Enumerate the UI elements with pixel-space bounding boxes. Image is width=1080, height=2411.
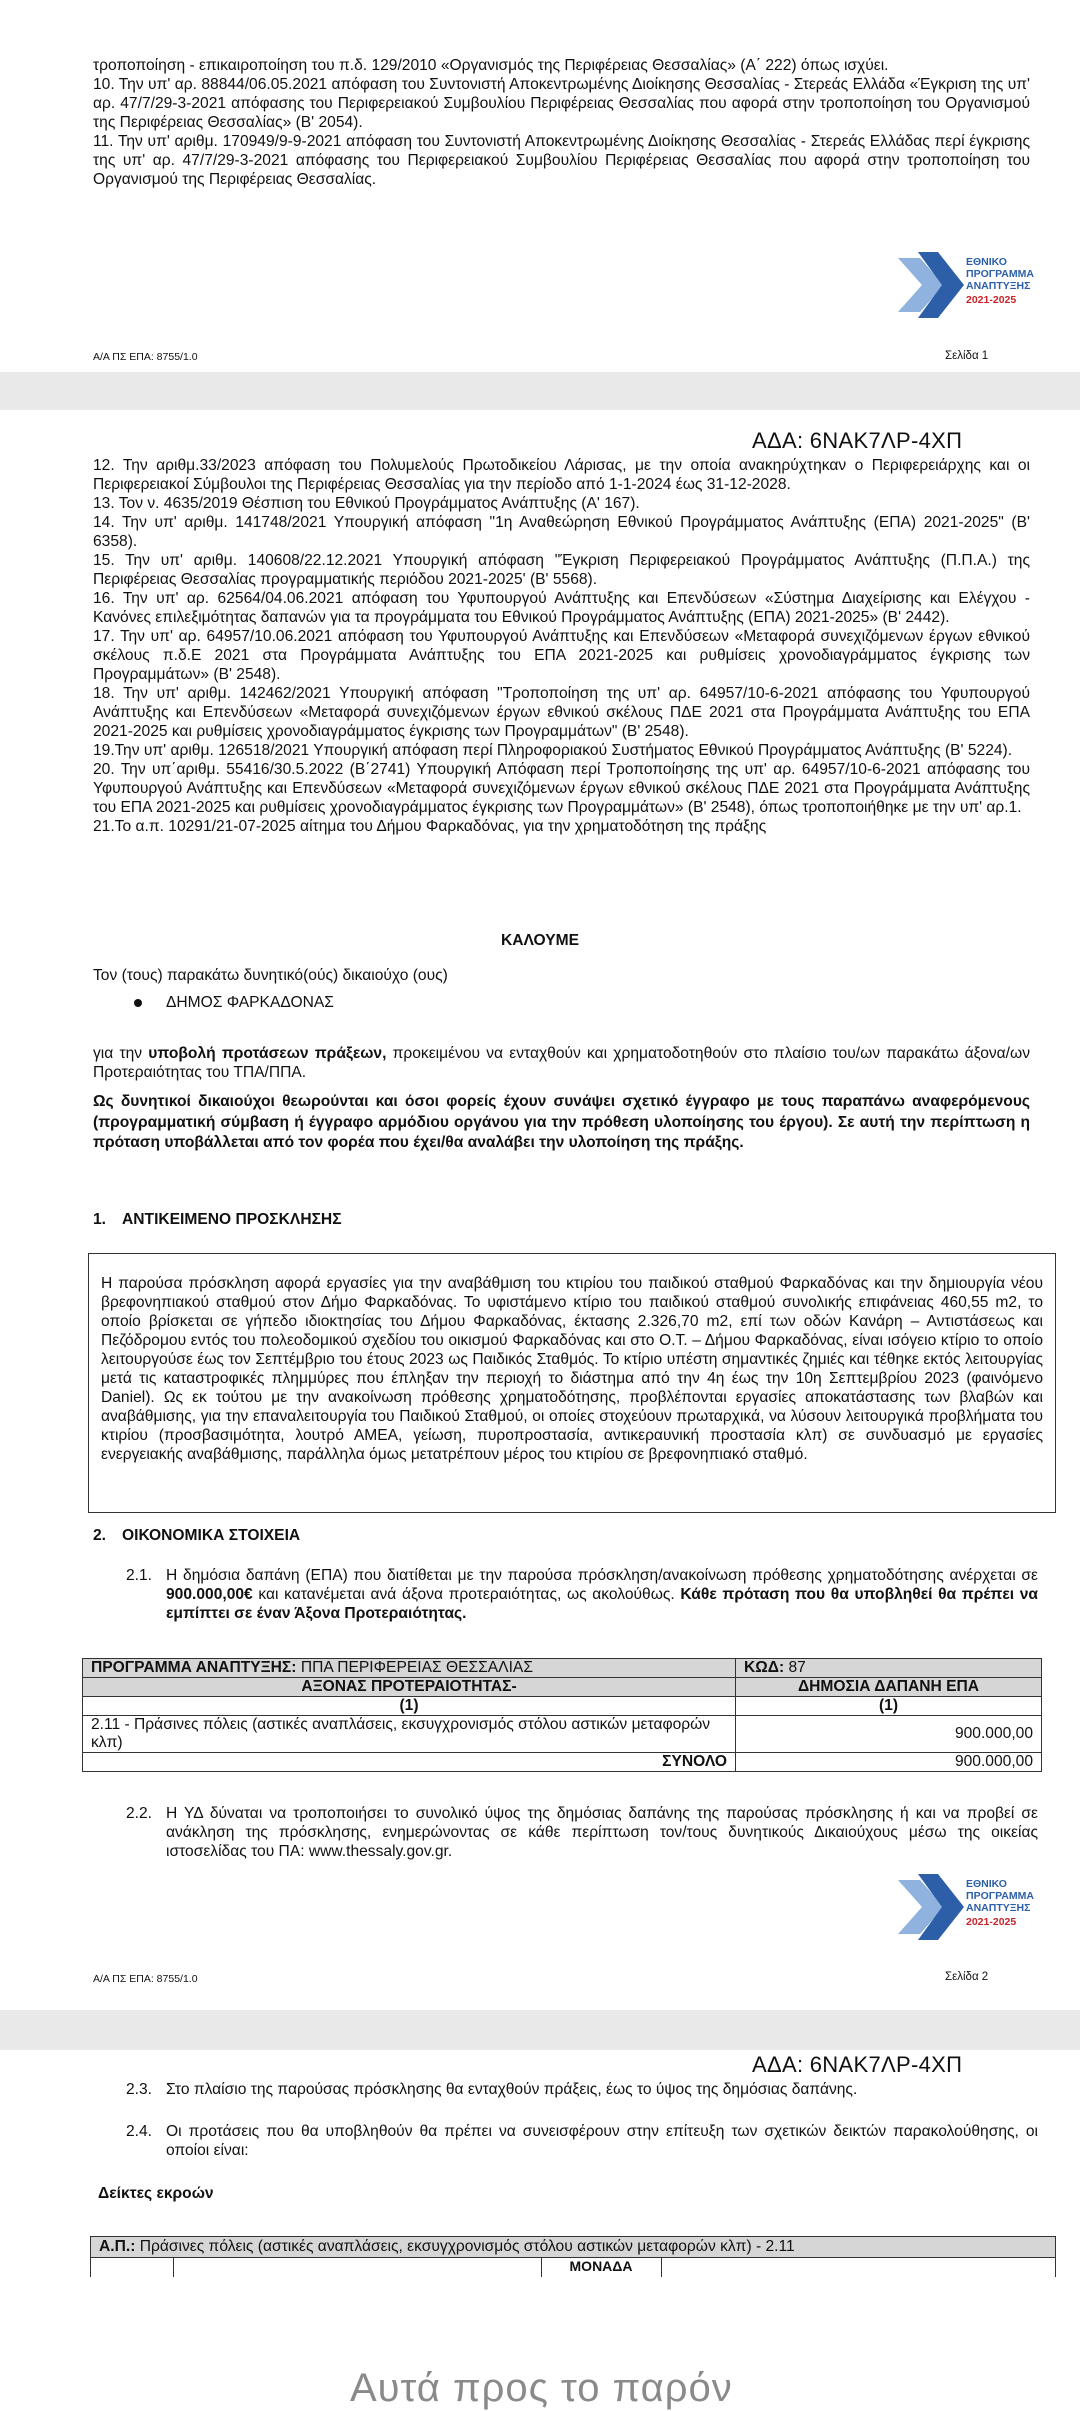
axis-col-number: (1) [83, 1697, 736, 1716]
code-cell: ΚΩΔ: 87 [736, 1659, 1042, 1678]
logo-line1: ΕΘΝΙΚΟ [966, 1878, 1007, 1890]
ref-item-13: 13. Τον ν. 4635/2019 Θέσπιση του Εθνικού Προγράμματος Ανάπτυξης (Α' 167). [93, 495, 640, 512]
indicators-heading: Δείκτες εκροών [98, 2185, 214, 2202]
ref-item-19: 19.Την υπ' αριθμ. 126518/2021 Υπουργική απόφαση περί Πληροφοριακού Συστήματος Εθνικού Προγράμματος Ανάπτυξης (Β' 5224). [93, 742, 1013, 759]
page-2 [0, 410, 1080, 2010]
indicators-axis-row [91, 2237, 1055, 2258]
unit-header: ΜΟΝΑΔΑ [569, 2258, 633, 2274]
para-2-1-number: 2.1. [126, 1567, 153, 1584]
submission-bold: υποβολή προτάσεων πράξεων, [148, 1045, 387, 1062]
program-cell: ΠΡΟΓΡΑΜΜΑ ΑΝΑΠΤΥΞΗΣ: ΠΠΑ ΠΕΡΙΦΕΡΕΙΑΣ ΘΕΣΣΑΛΙΑΣ [83, 1659, 736, 1678]
page1-footer-ref: Α/Α ΠΣ ΕΠΑ: 8755/1.0 [93, 351, 198, 363]
logo-line1: ΕΘΝΙΚΟ [966, 256, 1007, 268]
ref-item-17: 17. Την υπ' αρ. 64957/10.06.2021 απόφαση του Υφυπουργού Ανάπτυξης και Επενδύσεων «Μεταφορά συνεχιζόμενων έργων εθνικού σκέλους π.δ.Ε 2021 στα Προγράμματα Ανάπτυξης του ΕΠΑ 2021-2025 και ρυθμίσεις χρονοδιαγράμματος έγκρισης των Προγραμμάτων» (Β' 2548). [93, 628, 1030, 683]
submission-paragraph [93, 1044, 1030, 1082]
page2-ada: ΑΔΑ: 6ΝΑΚ7ΛΡ-4ΧΠ [752, 428, 963, 453]
page-3 [0, 2050, 1080, 2410]
para-2-3-text: Στο πλαίσιο της παρούσας πρόσκλησης θα ενταχθούν πράξεις, έως το ύψος της δημόσιας δαπάνης. [166, 2081, 858, 2098]
page1-body [93, 56, 1030, 189]
section1-number: 1. [93, 1211, 107, 1228]
ap-text: Πράσινες πόλεις (αστικές αναπλάσεις, εκσυγχρονισμός στόλου αστικών μεταφορών κλπ) - 2.11 [135, 2238, 795, 2255]
axis-header: ΑΞΟΝΑΣ ΠΡΟΤΕΡΑΙΟΤΗΤΑΣ- [83, 1678, 736, 1697]
para-2-2 [126, 1804, 1038, 1861]
section1-title: ΑΝΤΙΚΕΙΜΕΝΟ ΠΡΟΣΚΛΗΣΗΣ [122, 1211, 342, 1228]
ref-item-12: 12. Την αριθμ.33/2023 απόφαση του Πολυμελούς Πρωτοδικείου Λάρισας, με την οποία ανακηρύχτηκαν ο Περιφερειάρχης και οι Περιφερειακοί Σύμβουλοι της Περιφέρειας Θεσσαλίας για την περίοδο από 1-1-2024 έως 31-12-2028. [93, 457, 1030, 493]
epa-logo [898, 248, 1038, 322]
logo-line3: ΑΝΑΠΤΥΞΗΣ [966, 1902, 1031, 1914]
table-row-amount: 900.000,00 [736, 1716, 1042, 1753]
bullet-icon [134, 999, 142, 1007]
para-2-4-text: Οι προτάσεις που θα υποβληθούν θα πρέπει να συνεισφέρουν στην επίτευξη των σχετικών δεικτών παρακολούθησης, οι οποίοι είναι: [166, 2123, 1038, 2159]
para-2-1-bold: Κάθε πρόταση που θα υποβληθεί θα πρέπει να εμπίπτει σε έναν Άξονα Προτεραιότητας. [166, 1586, 1038, 1622]
page2-references [93, 456, 1030, 836]
para-2-1-mid: και κατανέμεται ανά άξονα προτεραιότητας, ως ακολούθως. [252, 1586, 681, 1603]
logo-line3: ΑΝΑΠΤΥΞΗΣ [966, 280, 1031, 292]
page-gap-2 [0, 2010, 1080, 2050]
submission-post: προκειμένου να ενταχθούν και χρηματοδοτηθούν στο πλαίσιο του/ων παρακάτω άξονα/ων Προτεραιότητας του ΤΠΑ/ΠΠΑ. [93, 1045, 1030, 1081]
ref-item-15: 15. Την υπ' αριθμ. 140608/22.12.2021 Υπουργική απόφαση "Έγκριση Περιφερειακού Προγράμματος Ανάπτυξης (Π.Π.Α.) της Περιφέρειας Θεσσαλίας προγραμματικής περιόδου 2021-2025' (Β' 5568). [93, 552, 1030, 588]
epa-logo-chevrons-icon [898, 1870, 968, 1944]
indicators-header-row [91, 2258, 1055, 2277]
beneficiary-intro: Τον (τους) παρακάτω δυνητικό(ούς) δικαιούχο (ους) [93, 967, 448, 984]
page2-footer-ref: Α/Α ΠΣ ΕΠΑ: 8755/1.0 [93, 1973, 198, 1985]
section2-title: ΟΙΚΟΝΟΜΙΚΑ ΣΤΟΙΧΕΙΑ [122, 1527, 301, 1544]
caption-watermark: Αυτά προς το παρόν [350, 2366, 733, 2410]
epa-logo [898, 1870, 1038, 1944]
page-gap-1 [0, 372, 1080, 410]
para-2-4 [126, 2122, 1038, 2160]
ref-item-18: 18. Την υπ' αριθμ. 142462/2021 Υπουργική απόφαση "Τροποποίηση της υπ' αρ. 64957/10-6-2021 απόφασης του Υφυπουργού Ανάπτυξης και Επενδύσεων «Μεταφορά συνεχιζόμενων έργων εθνικού σκέλους ΠΔΕ 2021 στα Προγράμματα Ανάπτυξης του ΕΠΑ 2021-2025 και ρυθμίσεις χρονοδιαγράμματος έγκρισης των Προγραμμάτων" (Β' 2548). [93, 685, 1030, 740]
epa-logo-chevrons-icon [898, 248, 968, 322]
para-2-1-pre: Η δημόσια δαπάνη (ΕΠΑ) που διατίθεται με την παρούσα πρόσκληση/ανακοίνωση πρόθεσης χρηματοδότησης ανέρχεται σε [166, 1567, 1038, 1584]
kaloume-heading: ΚΑΛΟΥΜΕ [501, 932, 579, 949]
beneficiary-name: ΔΗΜΟΣ ΦΑΡΚΑΔΟΝΑΣ [166, 994, 334, 1011]
ap-label: Α.Π.: [99, 2238, 136, 2255]
logo-line2: ΠΡΟΓΡΑΜΜΑ [966, 1890, 1034, 1902]
ref-item-20: 20. Την υπ΄αριθμ. 55416/30.5.2022 (Β΄2741) Υπουργική Απόφαση περί Τροποποίησης της υπ' αρ. 64957/10-6-2021 απόφασης του Υφυπουργού Ανάπτυξης και Επενδύσεων «Μεταφορά συνεχιζόμενων έργων εθνικού σκέλους ΠΔΕ 2021 στα Προγράμματα Ανάπτυξης του ΕΠΑ 2021-2025 και ρυθμίσεις χρονοδιαγράμματος έγκρισης των Προγραμμάτων» (Β' 2548), όπως τροποποιήθηκε με την υπ' αρ.1. [93, 761, 1030, 816]
page3-ada: ΑΔΑ: 6ΝΑΚ7ΛΡ-4ΧΠ [752, 2052, 963, 2077]
page1-page-number: Σελίδα 1 [945, 350, 989, 362]
page2-page-number: Σελίδα 2 [945, 1971, 989, 1983]
total-label: ΣΥΝΟΛΟ [83, 1753, 736, 1772]
para-2-2-text: Η ΥΔ δύναται να τροποποιήσει το συνολικό ύψος της δημόσιας δαπάνης της παρούσας πρόσκλησης ή και να προβεί σε ανάκληση της πρόσκλησης, ενημερώνοντας σε κάθε περίπτωση τον/τους δυνητικούς Δικαιούχους μέσω της οικείας ιστοσελίδας του ΠΑ: www.thessaly.gov.gr. [166, 1805, 1038, 1860]
logo-year: 2021-2025 [966, 1916, 1017, 1928]
para-2-3 [126, 2080, 1038, 2099]
section1-box [88, 1253, 1056, 1513]
page1-line: τροποποίηση - επικαιροποίηση του π.δ. 129/2010 «Οργανισμός της Περιφέρειας Θεσσαλίας» (Α΄ 222) όπως ισχύει. [93, 57, 889, 74]
page-1 [0, 0, 1080, 372]
eligibility-paragraph: Ως δυνητικοί δικαιούχοι θεωρούνται και όσοι φορείς έχουν συνάψει σχετικό έγγραφο με τους παραπάνω αναφερόμενους (προγραμματική σύμβαση ή έγγραφο αρμόδιου οργάνου για την πρόθεση υλοποίησης του έργου). Σε αυτή την περίπτωση η πρόταση υποβάλλεται από τον φορέα που έχει/θα αναλάβει την υλοποίηση της πράξης. [93, 1093, 1030, 1151]
budget-table [82, 1658, 1042, 1772]
para-2-3-number: 2.3. [126, 2081, 153, 2098]
table-row-axis: 2.11 - Πράσινες πόλεις (αστικές αναπλάσεις, εκσυγχρονισμός στόλου αστικών μεταφορών κλπ) [83, 1716, 736, 1753]
section1-text: Η παρούσα πρόσκληση αφορά εργασίες για την αναβάθμιση του κτιρίου του παιδικού σταθμού Φαρκαδόνας και την δημιουργία νέου βρεφονηπιακού σταθμού στον Δήμο Φαρκαδόνας. Το υφιστάμενο κτίριο του παιδικού σταθμού συνολικής επιφάνειας 460,55 m2, το οποίο βρίσκεται σε γήπεδο ιδιοκτησίας του Δήμου Φαρκαδόνας, έκτασης 2.326,70 m2, επί των οδών Κανάρη – Αντιστάσεως και Πεζόδρομου εντός του πολεοδομικού σχεδίου του οικισμού Φαρκαδόνας και στο Ο.Τ. – Δήμου Φαρκαδόνας, είναι ισόγειο κτίριο το οποίο λειτουργούσε έως τον Σεπτέμβριο του έτους 2023 ως Παιδικός Σταθμός. Το κτίριο υπέστη σημαντικές ζημιές και τέθηκε εκτός λειτουργίας μετά τις καταστροφικές πλημμύρες που έπληξαν την περιοχή το διάστημα από την 4η έως την 10η Σεπτεμβρίου 2023 (φαινόμενο Daniel). Ως εκ τούτου με την ανακοίνωση πρόθεσης χρηματοδότησης, προβλέπονται εργασίες αποκατάστασης των βλαβών και αναβάθμισης, για την επαναλειτουργία του Παιδικού Σταθμού, οι οποίες στοχεύουν πρωταρχικά, να λύσουν λειτουργικά προβλήματα του κτιρίου (προσβασιμότητα, λουτρό ΑΜΕΑ, γείωση, πυροπροστασία, αντικεραυνική προστασία κλπ) σε συνδυασμό με εργασίες ενεργειακής αναβάθμισης, παράλληλα όμως μετατρέπουν μέρος του κτιρίου σε βρεφονηπιακό σταθμό. [101, 1275, 1043, 1463]
ref-item-16: 16. Την υπ' αρ. 62564/04.06.2021 απόφαση του Υφυπουργού Ανάπτυξης και Επενδύσεων «Σύστημα Διαχείρισης και Ελέγχου - Κανόνες επιλεξιμότητας δαπανών για τα προγράμματα του Εθνικού Προγράμματος Ανάπτυξης (ΕΠΑ) 2021-2025» (Β' 2442). [93, 590, 1030, 626]
indicators-table [90, 2236, 1056, 2277]
beneficiary-item [134, 993, 334, 1012]
expense-col-number: (1) [736, 1697, 1042, 1716]
para-2-4-number: 2.4. [126, 2123, 153, 2140]
para-2-1-amount: 900.000,00€ [166, 1586, 253, 1603]
total-amount: 900.000,00 [736, 1753, 1042, 1772]
section1-heading [93, 1210, 342, 1229]
section2-number: 2. [93, 1527, 107, 1544]
ref-item-21: 21.Το α.π. 10291/21-07-2025 αίτημα του Δήμου Φαρκαδόνας, για την χρηματοδότηση της πράξης [93, 818, 767, 835]
page1-item-10: 10. Την υπ' αρ. 88844/06.05.2021 απόφαση του Συντονιστή Αποκεντρωμένης Διοίκησης Θεσσαλίας - Στερεάς Ελλάδα «Έγκριση της υπ' αρ. 47/7/29-3-2021 απόφασης του Περιφερειακού Συμβουλίου Περιφέρειας Θεσσαλίας που αφορά στην τροποποίηση του Οργανισμού της Περιφέρειας Θεσσαλίας» (Β' 2054). [93, 76, 1030, 131]
ref-item-14: 14. Την υπ' αριθμ. 141748/2021 Υπουργική απόφαση "1η Αναθεώρηση Εθνικού Προγράμματος Ανάπτυξης (ΕΠΑ) 2021-2025" (Β' 6358). [93, 514, 1030, 550]
para-2-1 [126, 1566, 1038, 1623]
logo-line2: ΠΡΟΓΡΑΜΜΑ [966, 268, 1034, 280]
submission-pre: για την [93, 1045, 149, 1062]
logo-year: 2021-2025 [966, 294, 1017, 306]
expense-header: ΔΗΜΟΣΙΑ ΔΑΠΑΝΗ ΕΠΑ [736, 1678, 1042, 1697]
para-2-2-number: 2.2. [126, 1805, 153, 1822]
page1-item-11: 11. Την υπ' αριθμ. 170949/9-9-2021 απόφαση του Συντονιστή Αποκεντρωμένης Διοίκησης Θεσσαλίας - Στερεάς Ελλάδας περί έγκρισης της υπ' αρ. 47/7/29-3-2021 απόφασης του Περιφερειακού Συμβουλίου Περιφέρειας Θεσσαλίας που αφορά στην τροποποίηση του Οργανισμού της Περιφέρειας Θεσσαλίας. [93, 133, 1030, 188]
section2-heading [93, 1526, 300, 1545]
